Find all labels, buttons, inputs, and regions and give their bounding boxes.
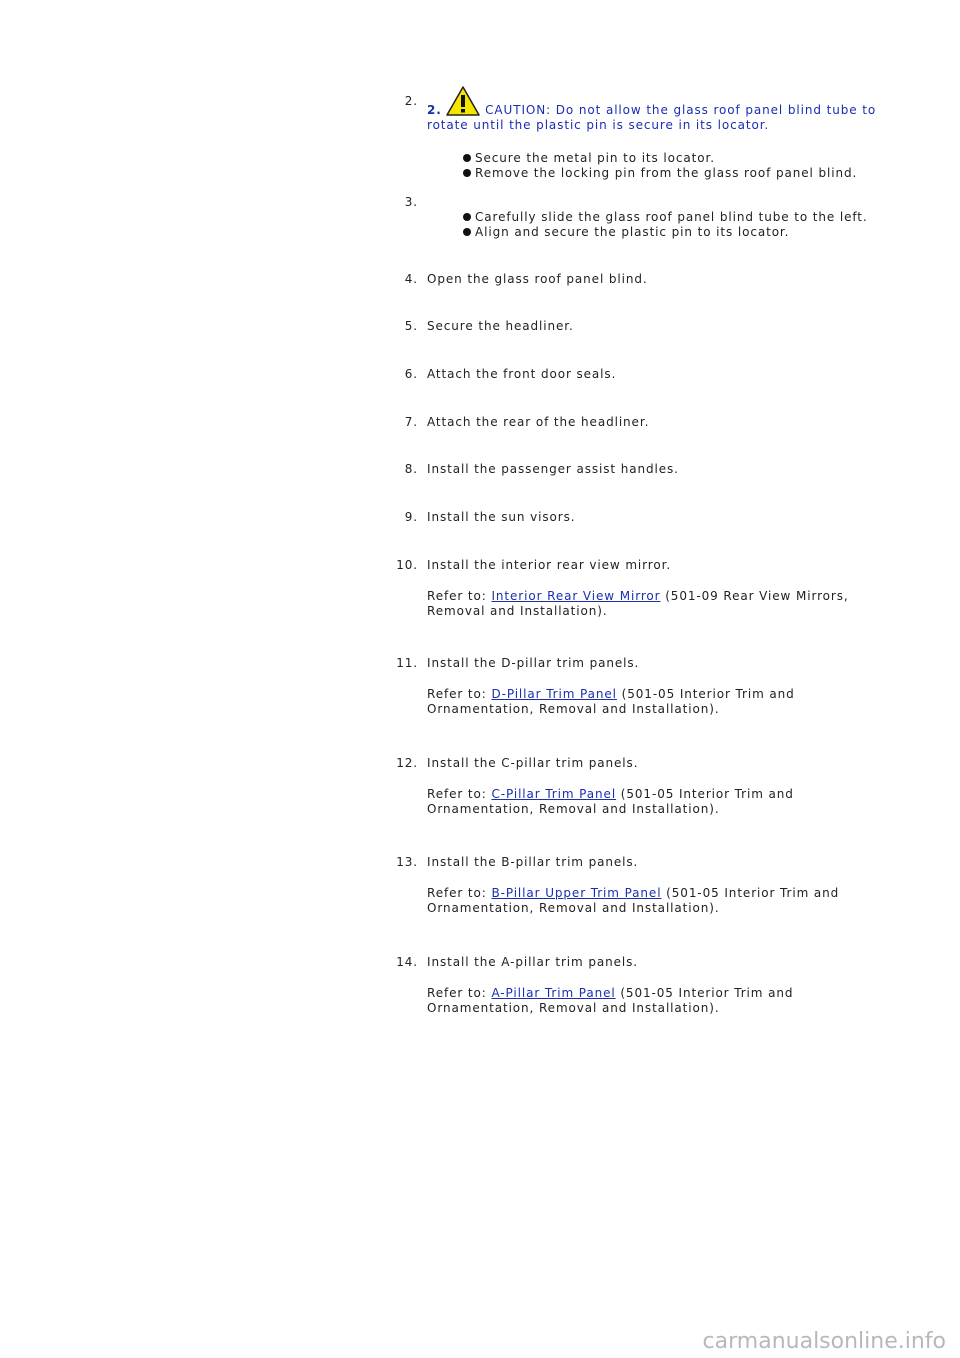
step-text: Open the glass roof panel blind. xyxy=(427,272,648,286)
list-item: Secure the metal pin to its locator. xyxy=(427,151,887,166)
step-number: 6. xyxy=(404,367,418,381)
step-body xyxy=(427,955,887,1016)
bullet-icon xyxy=(463,154,471,162)
bullet-icon xyxy=(463,228,471,236)
step-body xyxy=(427,210,887,240)
bullet-icon xyxy=(463,169,471,177)
step-number: 9. xyxy=(404,510,418,524)
step-number: 11. xyxy=(396,656,418,670)
step-number: 10. xyxy=(396,558,418,572)
step-text: Install the C-pillar trim panels. xyxy=(427,756,639,770)
reference: Refer to: A-Pillar Trim Panel (501-05 Interior Trim and Ornamentation, Removal and Installation). xyxy=(427,986,794,1015)
step-number: 13. xyxy=(396,855,418,869)
reference: Refer to: C-Pillar Trim Panel (501-05 Interior Trim and Ornamentation, Removal and Installation). xyxy=(427,787,794,816)
caution-text xyxy=(427,86,887,133)
step-body xyxy=(427,756,887,817)
step-number: 8. xyxy=(404,462,418,476)
step-body xyxy=(427,855,887,916)
step-body xyxy=(427,656,887,717)
reference: Refer to: D-Pillar Trim Panel (501-05 Interior Trim and Ornamentation, Removal and Installation). xyxy=(427,687,795,716)
step-number: 5. xyxy=(404,319,418,333)
reference: Refer to: Interior Rear View Mirror (501-09 Rear View Mirrors, Removal and Installation). xyxy=(427,589,849,618)
step-text: Secure the headliner. xyxy=(427,319,574,333)
caution-step-number: 2. xyxy=(427,103,442,117)
step-text: Install the interior rear view mirror. xyxy=(427,558,672,572)
reference-link[interactable]: D-Pillar Trim Panel xyxy=(491,687,617,701)
step-number: 14. xyxy=(396,955,418,969)
step-number: 7. xyxy=(404,415,418,429)
step-number: 12. xyxy=(396,756,418,770)
reference-link[interactable]: A-Pillar Trim Panel xyxy=(491,986,616,1000)
reference-link[interactable]: Interior Rear View Mirror xyxy=(491,589,661,603)
step-text: Install the A-pillar trim panels. xyxy=(427,955,638,969)
step-number: 4. xyxy=(404,272,418,286)
step-text: Install the B-pillar trim panels. xyxy=(427,855,639,869)
reference-link[interactable]: B-Pillar Upper Trim Panel xyxy=(491,886,662,900)
step-body xyxy=(427,86,887,181)
reference: Refer to: B-Pillar Upper Trim Panel (501-05 Interior Trim and Ornamentation, Removal and Installation). xyxy=(427,886,840,915)
step-body xyxy=(427,558,887,619)
reference-link[interactable]: C-Pillar Trim Panel xyxy=(491,787,617,801)
list-item: Remove the locking pin from the glass roof panel blind. xyxy=(427,166,887,181)
step-text: Attach the front door seals. xyxy=(427,367,617,381)
warning-triangle-icon xyxy=(446,86,480,116)
bullet-list xyxy=(427,151,887,181)
step-number: 2. xyxy=(404,94,418,108)
watermark-text: carmanualsonline.info xyxy=(702,1329,946,1354)
caution-message: CAUTION: Do not allow the glass roof panel blind tube to rotate until the plastic pin is secure in its locator. xyxy=(427,103,877,132)
step-number: 3. xyxy=(404,195,418,209)
step-text: Install the D-pillar trim panels. xyxy=(427,656,640,670)
step-text: Install the passenger assist handles. xyxy=(427,462,679,476)
list-item: Align and secure the plastic pin to its locator. xyxy=(427,225,887,240)
step-text: Attach the rear of the headliner. xyxy=(427,415,650,429)
bullet-icon xyxy=(463,213,471,221)
list-item: Carefully slide the glass roof panel blind tube to the left. xyxy=(427,210,887,225)
step-text: Install the sun visors. xyxy=(427,510,576,524)
bullet-list xyxy=(427,210,887,240)
